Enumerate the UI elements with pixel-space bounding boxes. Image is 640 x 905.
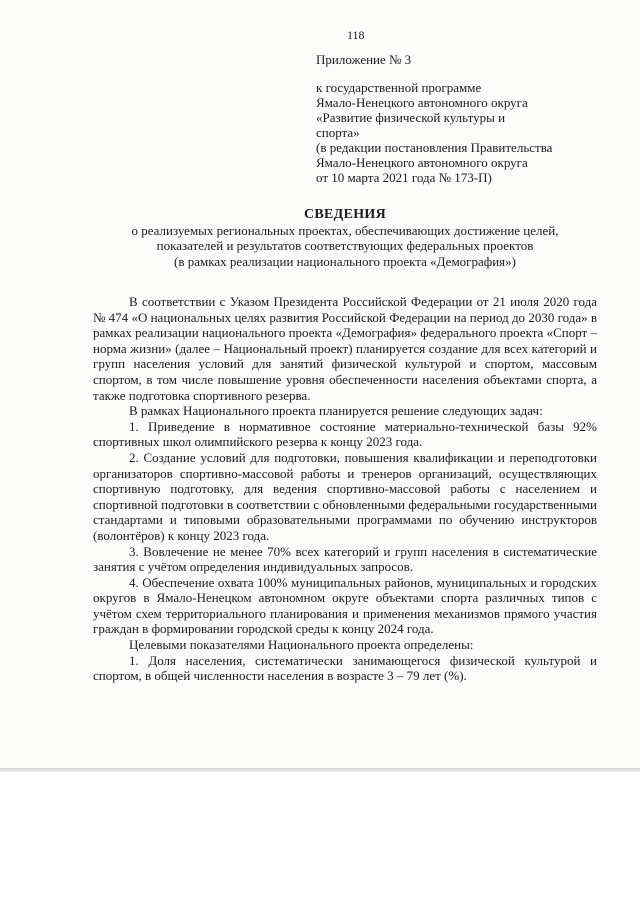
appendix-title: Приложение № 3 — [316, 52, 412, 67]
body-paragraph: 4. Обеспечение охвата 100% муниципальных районов, муниципальных и городских округов в Ямало-Ненецком автономном округе объектами спорта различных типов с учётом схем территориального планирования и применения механизмов прямого участия граждан в формировании городской среды к концу 2024 года. — [93, 574, 597, 637]
body-paragraph: 1. Доля населения, систематически занимающегося физической культурой и спортом, в общей численности населения в возрасте 3 – 79 лет (%). — [93, 652, 597, 684]
heading-title: СВЕДЕНИЯ — [303, 207, 387, 222]
body-paragraph: 2. Создание условий для подготовки, повышения квалификации и переподготовки организаторов спортивно-массовой работы и тренеров организаций, осуществляющих спортивную подготовку, для ведения спортивно-массовой работы с населением и спортивной подготовки в соответствии с обновленными федеральными государственными стандартами и типовыми образовательными программами по обучению инструкторов (волонтёров) к концу 2023 года. — [93, 449, 597, 543]
body-paragraph: Целевыми показателями Национального проекта определены: — [129, 637, 474, 653]
body-paragraph: В соответствии с Указом Президента Российской Федерации от 21 июля 2020 года № 474 «О национальных целях развития Российской Федерации на период до 2030 года» в рамках реализации национального проекта «Демография» федерального проекта «Спорт – норма жизни» (далее – Национальный проект) планируется создание для всех категорий и групп населения условий для занятий физической культурой и спортом, массовым спортом, в том числе повышение уровня обеспеченности населения объектами спорта, а также подготовка спортивного резерва. — [93, 294, 597, 403]
appendix-line: спорта» — [316, 125, 360, 140]
document-body — [93, 294, 597, 684]
heading-line: о реализуемых региональных проектах, обеспечивающих достижение целей, — [131, 222, 559, 238]
document-heading — [80, 207, 610, 269]
appendix-line: «Развитие физической культуры и — [316, 110, 506, 125]
heading-line: (в рамках реализации национального проекта «Демография») — [174, 253, 516, 269]
heading-line: показателей и результатов соответствующих федеральных проектов — [156, 238, 534, 253]
page-number: 118 — [347, 28, 365, 42]
appendix-line: от 10 марта 2021 года № 173-П) — [316, 170, 492, 185]
body-paragraph: 1. Приведение в нормативное состояние материально-технической базы 92% спортивных школ олимпийского резерва к концу 2023 года. — [93, 418, 597, 450]
appendix-line: Ямало-Ненецкого автономного округа — [316, 95, 528, 110]
appendix-line: Ямало-Ненецкого автономного округа — [316, 155, 528, 170]
scan-edge — [0, 768, 640, 772]
appendix-block — [316, 52, 616, 185]
body-paragraph: 3. Вовлечение не менее 70% всех категорий и групп населения в систематические занятия с учётом определения индивидуальных запросов. — [93, 543, 597, 575]
appendix-line: (в редакции постановления Правительства — [316, 140, 553, 155]
body-paragraph: В рамках Национального проекта планируется решение следующих задач: — [129, 403, 543, 419]
appendix-line: к государственной программе — [316, 80, 482, 95]
